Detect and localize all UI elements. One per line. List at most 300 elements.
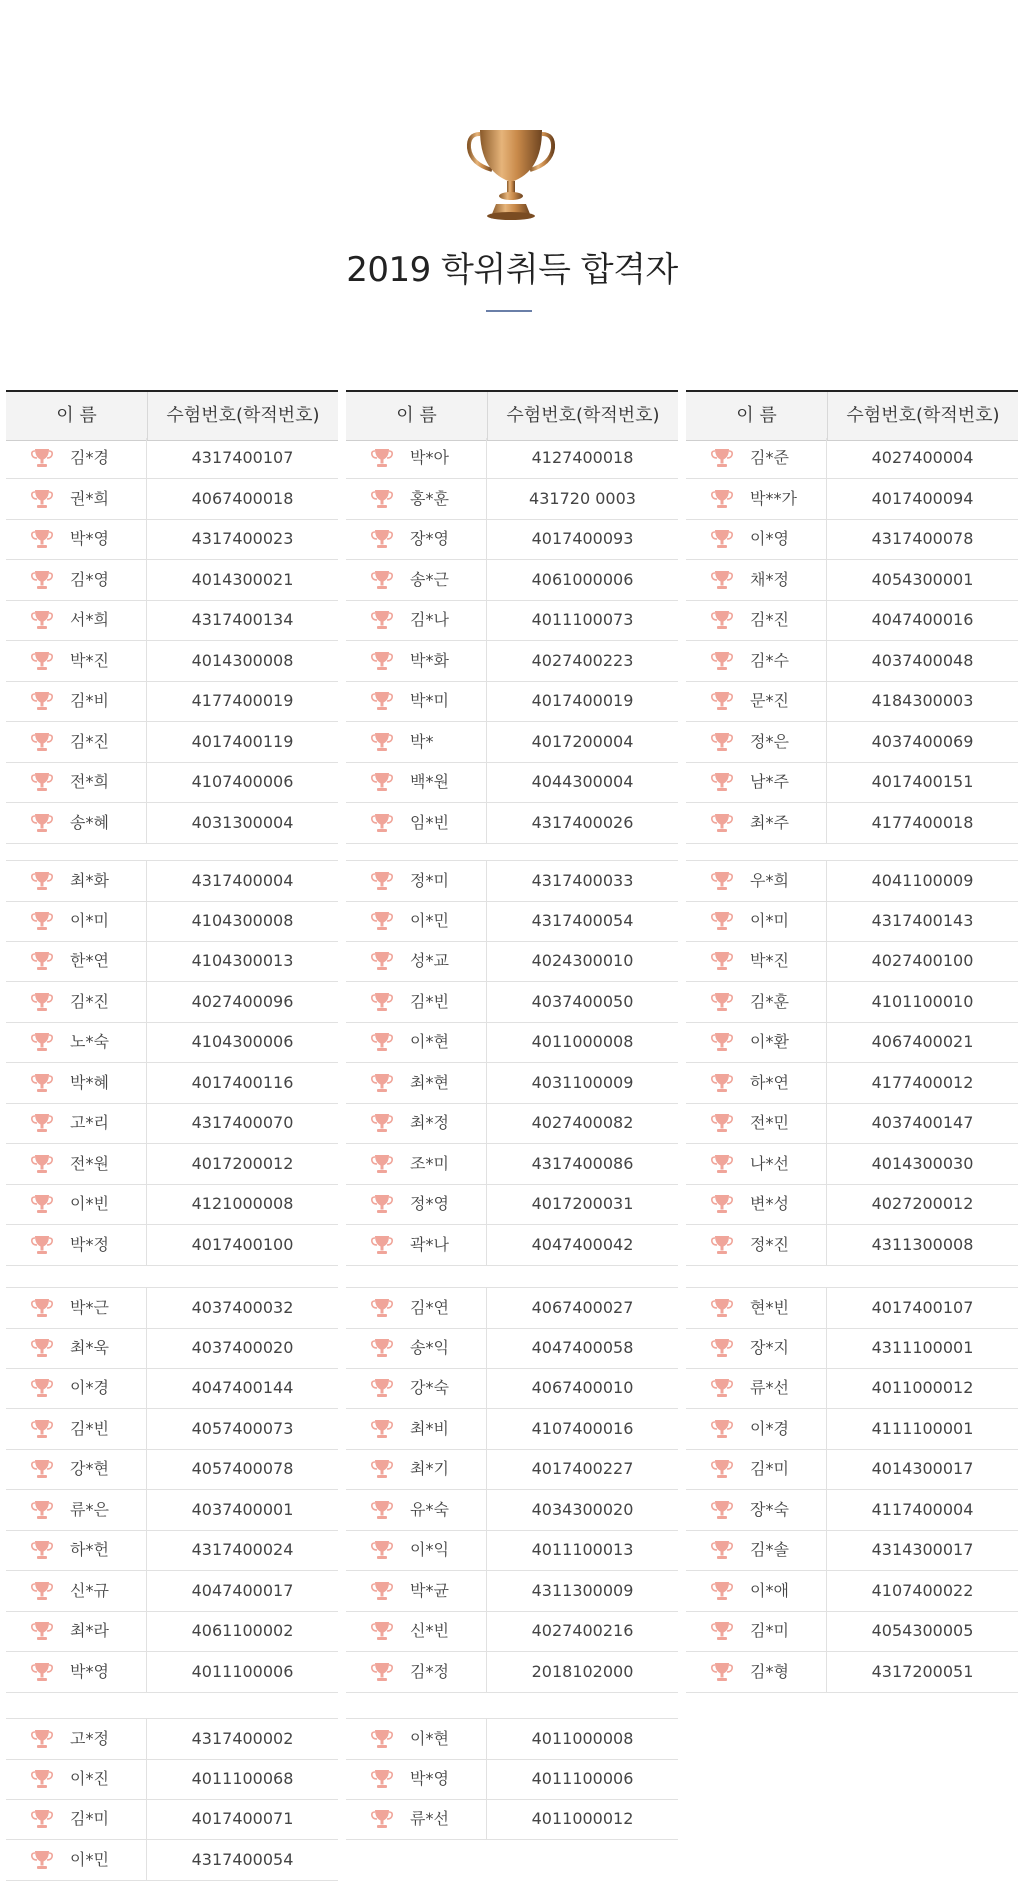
table-row: [6, 681, 338, 722]
cup-icon: [30, 1072, 54, 1094]
cup-icon: [710, 1031, 734, 1053]
table-row: [686, 1368, 1018, 1409]
exam-number: 4317400054: [531, 910, 634, 930]
table-row: [346, 681, 678, 722]
graduate-name: 백*원: [394, 762, 487, 802]
graduate-name: 정*미: [394, 861, 487, 901]
cup-icon: [30, 950, 54, 972]
exam-number: 4014300030: [871, 1153, 974, 1173]
exam-number: 4177400018: [871, 812, 974, 832]
results-column-1: [6, 390, 338, 1869]
cup-icon: [370, 1661, 394, 1683]
graduate-name: 김*영: [54, 560, 147, 600]
cup-icon: [30, 1499, 54, 1521]
cup-icon: [370, 1768, 394, 1790]
graduate-name: 신*빈: [394, 1611, 487, 1651]
exam-number: 4104300008: [191, 910, 294, 930]
cup-icon: [370, 1153, 394, 1175]
cup-icon: [710, 1072, 734, 1094]
table-row: [686, 901, 1018, 942]
cup-icon: [30, 771, 54, 793]
exam-number: 4017400119: [191, 731, 294, 751]
exam-number: 4054300001: [871, 569, 974, 589]
table-row: [6, 1571, 338, 1612]
graduate-name: 정*영: [394, 1184, 487, 1224]
exam-number: 4014300017: [871, 1459, 974, 1478]
table-row: [346, 519, 678, 560]
exam-number: 4057400078: [191, 1459, 294, 1478]
cup-icon: [30, 447, 54, 469]
graduate-name: 김*진: [54, 982, 147, 1022]
graduate-name: 김*수: [734, 641, 827, 681]
cup-icon: [30, 1031, 54, 1053]
graduate-name: 장*숙: [734, 1490, 827, 1530]
graduate-name: 김*미: [734, 1611, 827, 1651]
graduate-name: 우*희: [734, 861, 827, 901]
exam-number: 4041100009: [871, 871, 974, 890]
graduate-name: 김*형: [734, 1652, 827, 1692]
graduate-name: 이*현: [394, 1719, 487, 1759]
column-header: [686, 390, 1018, 441]
graduate-name: 이*영: [734, 519, 827, 559]
graduate-name: 김*정: [394, 1652, 487, 1692]
graduate-name: 김*진: [734, 600, 827, 640]
exam-number: 4317400143: [871, 910, 974, 930]
table-row: [686, 1409, 1018, 1450]
table-row: [686, 519, 1018, 560]
graduate-name: 류*선: [394, 1799, 487, 1839]
table-row: [686, 1328, 1018, 1369]
cup-icon: [30, 1808, 54, 1830]
table-row: [686, 641, 1018, 682]
cup-icon: [710, 609, 734, 631]
table-row: [6, 1022, 338, 1063]
table-row: [6, 901, 338, 942]
table-row: [6, 560, 338, 601]
table-row: [6, 1799, 338, 1840]
graduate-name: 최*기: [394, 1449, 487, 1489]
table-row: [686, 1530, 1018, 1571]
table-row: [346, 1225, 678, 1266]
table-row: [346, 1530, 678, 1571]
table-row: [346, 1144, 678, 1185]
graduate-name: 최*화: [54, 861, 147, 901]
cup-icon: [710, 447, 734, 469]
exam-number: 4047400042: [531, 1234, 634, 1254]
exam-number: 4017400094: [871, 488, 974, 508]
exam-number: 4104300013: [191, 951, 294, 970]
graduate-name: 최*욱: [54, 1328, 147, 1368]
cup-icon: [30, 1112, 54, 1134]
exam-number: 4031100009: [531, 1072, 634, 1092]
cup-icon: [30, 1377, 54, 1399]
graduate-name: 김*미: [54, 1799, 147, 1839]
header-name: 이 름: [346, 392, 488, 440]
cup-icon: [370, 528, 394, 550]
cup-icon: [370, 1377, 394, 1399]
table-row: [346, 641, 678, 682]
title-divider: [486, 310, 532, 312]
cup-icon: [710, 1153, 734, 1175]
table-row: [6, 1368, 338, 1409]
exam-number: 4177400019: [191, 691, 294, 710]
header-name: 이 름: [6, 392, 148, 440]
cup-icon: [710, 1418, 734, 1440]
exam-number: 4017400227: [531, 1459, 634, 1478]
graduate-name: 박*영: [54, 519, 147, 559]
cup-icon: [30, 690, 54, 712]
cup-icon: [370, 488, 394, 510]
graduate-name: 이*미: [734, 901, 827, 941]
cup-icon: [30, 1234, 54, 1256]
cup-icon: [710, 1297, 734, 1319]
table-row: [346, 860, 678, 902]
exam-number: 4317200051: [871, 1661, 974, 1681]
graduate-name: 김*빈: [54, 1409, 147, 1449]
cup-icon: [710, 910, 734, 932]
exam-number: 4044300004: [531, 772, 634, 791]
graduate-name: 문*진: [734, 681, 827, 721]
graduate-name: 박*혜: [54, 1063, 147, 1103]
graduate-name: 박*: [394, 722, 487, 762]
graduate-name: 전*민: [734, 1103, 827, 1143]
exam-number: 4047400016: [871, 610, 974, 629]
table-row: [346, 1449, 678, 1490]
table-row: [6, 722, 338, 763]
exam-number: 4027400082: [531, 1113, 634, 1132]
table-row: [6, 479, 338, 520]
graduate-name: 박*화: [394, 641, 487, 681]
cup-icon: [370, 910, 394, 932]
cup-icon: [30, 1728, 54, 1750]
exam-number: 4011000012: [871, 1378, 974, 1397]
exam-number: 4107400022: [871, 1580, 974, 1600]
cup-icon: [710, 1620, 734, 1642]
graduate-name: 박*영: [394, 1759, 487, 1799]
exam-number: 4317400078: [871, 529, 974, 548]
cup-icon: [370, 447, 394, 469]
cup-icon: [30, 1193, 54, 1215]
table-row: [346, 1490, 678, 1531]
graduate-name: 임*빈: [394, 803, 487, 843]
graduate-name: 박*정: [54, 1225, 147, 1265]
graduate-name: 최*정: [394, 1103, 487, 1143]
graduate-name: 박*근: [54, 1288, 147, 1328]
table-row: [346, 982, 678, 1023]
cup-icon: [30, 1849, 54, 1871]
exam-number: 4017200012: [191, 1153, 294, 1173]
cup-icon: [370, 569, 394, 591]
exam-number: 4017400071: [191, 1809, 294, 1828]
header-number: 수험번호(학적번호): [166, 405, 320, 426]
cup-icon: [370, 1580, 394, 1602]
cup-icon: [30, 528, 54, 550]
graduate-name: 장*지: [734, 1328, 827, 1368]
graduate-name: 박*미: [394, 681, 487, 721]
page-title: 2019 학위취득 합격자: [346, 250, 678, 290]
graduate-name: 김*경: [54, 438, 147, 478]
table-row: [6, 941, 338, 982]
table-row: [346, 438, 678, 479]
graduate-name: 유*숙: [394, 1490, 487, 1530]
exam-number: 4027400216: [531, 1621, 634, 1640]
exam-number: 4127400018: [531, 448, 634, 467]
cup-icon: [710, 870, 734, 892]
cup-icon: [370, 1234, 394, 1256]
graduate-name: 이*환: [734, 1022, 827, 1062]
cup-icon: [30, 488, 54, 510]
table-row: [346, 803, 678, 844]
exam-number: 4037400001: [191, 1499, 294, 1519]
exam-number: 4317400033: [531, 871, 634, 890]
graduate-name: 김*솔: [734, 1530, 827, 1570]
exam-number: 4011100006: [191, 1661, 294, 1681]
table-row: [686, 1063, 1018, 1104]
table-row: [686, 1652, 1018, 1693]
exam-number: 4037400032: [191, 1298, 294, 1317]
graduate-name: 류*선: [734, 1368, 827, 1408]
exam-number: 4061100002: [191, 1621, 294, 1640]
exam-number: 4311100001: [871, 1337, 974, 1357]
table-row: [6, 1103, 338, 1144]
graduate-name: 강*숙: [394, 1368, 487, 1408]
cup-icon: [30, 1580, 54, 1602]
exam-number: 4037400147: [871, 1113, 974, 1132]
graduate-name: 변*성: [734, 1184, 827, 1224]
cup-icon: [710, 1193, 734, 1215]
exam-number: 431720 0003: [529, 488, 636, 508]
table-row: [346, 941, 678, 982]
graduate-name: 김*미: [734, 1449, 827, 1489]
cup-icon: [710, 488, 734, 510]
table-row: [6, 1759, 338, 1800]
table-row: [686, 1490, 1018, 1531]
graduate-name: 채*정: [734, 560, 827, 600]
exam-number: 4314300017: [871, 1540, 974, 1559]
exam-number: 4037400050: [531, 991, 634, 1011]
table-row: [346, 762, 678, 803]
table-row: [686, 1571, 1018, 1612]
hero-section: [0, 0, 1024, 390]
graduate-name: 하*연: [734, 1063, 827, 1103]
table-row: [686, 438, 1018, 479]
exam-number: 4027400096: [191, 991, 294, 1011]
table-row: [686, 1287, 1018, 1329]
table-row: [6, 1718, 338, 1760]
table-row: [686, 941, 1018, 982]
graduate-name: 전*희: [54, 762, 147, 802]
cup-icon: [30, 1418, 54, 1440]
cup-icon: [710, 812, 734, 834]
cup-icon: [30, 1153, 54, 1175]
graduate-name: 송*근: [394, 560, 487, 600]
exam-number: 4027200012: [871, 1194, 974, 1213]
cup-icon: [710, 731, 734, 753]
table-row: [346, 1611, 678, 1652]
cup-icon: [370, 650, 394, 672]
graduate-name: 노*숙: [54, 1022, 147, 1062]
graduate-name: 이*민: [54, 1840, 147, 1880]
table-row: [346, 560, 678, 601]
exam-number: 4067400010: [531, 1378, 634, 1397]
graduate-name: 고*리: [54, 1103, 147, 1143]
graduate-name: 최*현: [394, 1063, 487, 1103]
table-row: [346, 1184, 678, 1225]
table-row: [6, 860, 338, 902]
graduate-name: 최*라: [54, 1611, 147, 1651]
cup-icon: [710, 528, 734, 550]
graduate-name: 이*미: [54, 901, 147, 941]
cup-icon: [30, 812, 54, 834]
graduate-name: 송*익: [394, 1328, 487, 1368]
graduate-name: 이*익: [394, 1530, 487, 1570]
table-row: [686, 1184, 1018, 1225]
table-row: [6, 1409, 338, 1450]
cup-icon: [30, 1337, 54, 1359]
graduate-name: 서*희: [54, 600, 147, 640]
exam-number: 4047400017: [191, 1580, 294, 1600]
graduate-name: 이*현: [394, 1022, 487, 1062]
exam-number: 4054300005: [871, 1621, 974, 1640]
graduate-name: 신*규: [54, 1571, 147, 1611]
graduate-name: 박**가: [734, 479, 827, 519]
cup-icon: [30, 650, 54, 672]
cup-icon: [370, 1499, 394, 1521]
table-row: [686, 860, 1018, 902]
cup-icon: [30, 569, 54, 591]
exam-number: 4034300020: [531, 1499, 634, 1519]
exam-number: 4121000008: [191, 1194, 294, 1213]
cup-icon: [710, 991, 734, 1013]
exam-number: 4057400073: [191, 1418, 294, 1438]
exam-number: 4024300010: [531, 951, 634, 970]
cup-icon: [710, 771, 734, 793]
graduate-name: 권*희: [54, 479, 147, 519]
exam-number: 4067400027: [531, 1298, 634, 1317]
table-row: [6, 1225, 338, 1266]
table-row: [6, 1530, 338, 1571]
cup-icon: [370, 812, 394, 834]
graduate-name: 성*교: [394, 941, 487, 981]
exam-number: 4104300006: [191, 1032, 294, 1051]
cup-icon: [30, 1768, 54, 1790]
table-row: [346, 1571, 678, 1612]
graduate-name: 박*영: [54, 1652, 147, 1692]
table-row: [686, 1225, 1018, 1266]
exam-number: 4027400100: [871, 951, 974, 970]
exam-number: 4017400116: [191, 1072, 294, 1092]
exam-number: 4037400069: [871, 731, 974, 751]
exam-number: 4047400058: [531, 1337, 634, 1357]
cup-icon: [370, 950, 394, 972]
exam-number: 4311300008: [871, 1234, 974, 1254]
exam-number: 4107400016: [531, 1418, 634, 1438]
graduate-name: 최*주: [734, 803, 827, 843]
table-row: [686, 982, 1018, 1023]
graduate-name: 김*진: [54, 722, 147, 762]
exam-number: 4011000008: [531, 1032, 634, 1051]
graduate-name: 나*선: [734, 1144, 827, 1184]
exam-number: 4101100010: [871, 991, 974, 1011]
exam-number: 4317400024: [191, 1540, 294, 1559]
results-column-2: [346, 390, 678, 1828]
table-row: [346, 1287, 678, 1329]
cup-icon: [370, 1072, 394, 1094]
cup-icon: [370, 731, 394, 753]
exam-number: 4011100068: [191, 1768, 294, 1788]
cup-icon: [370, 1620, 394, 1642]
graduate-name: 김*빈: [394, 982, 487, 1022]
cup-icon: [30, 991, 54, 1013]
table-row: [346, 1103, 678, 1144]
cup-icon: [30, 1458, 54, 1480]
cup-icon: [370, 1193, 394, 1215]
exam-number: 4037400020: [191, 1337, 294, 1357]
cup-icon: [30, 609, 54, 631]
exam-number: 4317400070: [191, 1113, 294, 1132]
exam-number: 4317400023: [191, 529, 294, 548]
cup-icon: [370, 1031, 394, 1053]
exam-number: 4037400048: [871, 650, 974, 670]
graduate-name: 전*원: [54, 1144, 147, 1184]
cup-icon: [710, 569, 734, 591]
cup-icon: [370, 1337, 394, 1359]
cup-icon: [370, 1808, 394, 1830]
exam-number: 4027400004: [871, 448, 974, 467]
cup-icon: [710, 1458, 734, 1480]
graduate-name: 송*혜: [54, 803, 147, 843]
cup-icon: [710, 1499, 734, 1521]
cup-icon: [30, 1297, 54, 1319]
table-row: [346, 1409, 678, 1450]
exam-number: 4011000012: [531, 1809, 634, 1828]
exam-number: 4311300009: [531, 1580, 634, 1600]
exam-number: 4317400134: [191, 610, 294, 629]
graduate-name: 이*진: [54, 1759, 147, 1799]
exam-number: 4014300008: [191, 650, 294, 670]
table-row: [6, 438, 338, 479]
header-number: 수험번호(학적번호): [846, 405, 1000, 426]
table-row: [346, 1759, 678, 1800]
exam-number: 4107400006: [191, 772, 294, 791]
exam-number: 4011100073: [531, 610, 634, 629]
table-row: [686, 560, 1018, 601]
cup-icon: [30, 1661, 54, 1683]
graduate-name: 한*연: [54, 941, 147, 981]
cup-icon: [710, 1234, 734, 1256]
graduate-name: 고*정: [54, 1719, 147, 1759]
table-row: [686, 722, 1018, 763]
graduate-name: 이*경: [54, 1368, 147, 1408]
graduate-name: 박*진: [734, 941, 827, 981]
exam-number: 4317400026: [531, 812, 634, 832]
cup-icon: [370, 771, 394, 793]
table-row: [686, 1611, 1018, 1652]
table-row: [346, 479, 678, 520]
exam-number: 4011100006: [531, 1768, 634, 1788]
table-row: [346, 722, 678, 763]
column-header: [6, 390, 338, 441]
graduate-name: 현*빈: [734, 1288, 827, 1328]
table-row: [346, 1328, 678, 1369]
exam-number: 4017400100: [191, 1234, 294, 1254]
exam-number: 4017400151: [871, 772, 974, 791]
graduate-name: 정*은: [734, 722, 827, 762]
graduate-name: 박*균: [394, 1571, 487, 1611]
graduate-name: 김*훈: [734, 982, 827, 1022]
graduate-name: 조*미: [394, 1144, 487, 1184]
trophy-icon: [466, 126, 556, 221]
